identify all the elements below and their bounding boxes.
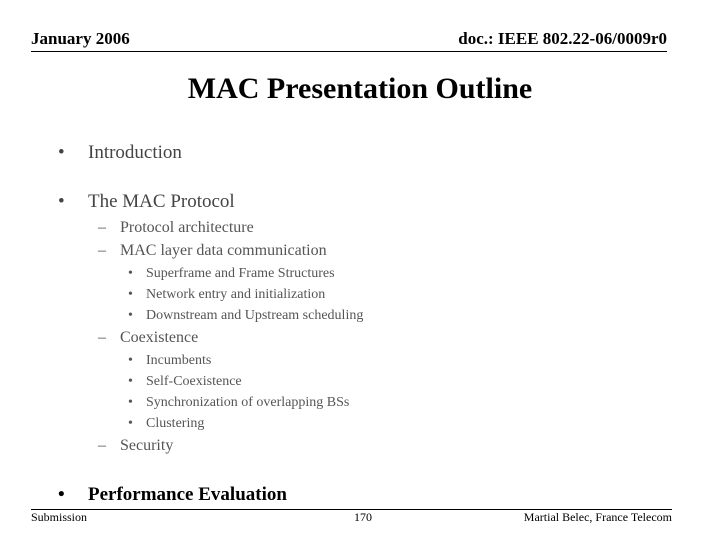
header-date: January 2006: [31, 29, 130, 48]
bullet-marker: •: [128, 266, 133, 281]
outline-subsubitem-label: Incumbents: [146, 353, 212, 368]
outline-item-label: Introduction: [88, 142, 182, 163]
bullet-marker: •: [58, 191, 65, 212]
outline-item-introduction: [58, 141, 182, 165]
outline-subsubitem-network-entry: [128, 286, 325, 304]
dash-marker: –: [98, 242, 106, 259]
outline-subitem-label: Protocol architecture: [120, 219, 254, 236]
outline-subsubitem-label: Self-Coexistence: [146, 374, 242, 389]
outline-subsubitem-label: Network entry and initialization: [146, 287, 326, 302]
bullet-marker: •: [128, 416, 133, 431]
bullet-marker: •: [128, 395, 133, 410]
bullet-marker: •: [128, 287, 133, 302]
outline-subitem-coexistence: [98, 328, 198, 348]
outline-item-performance: [58, 483, 287, 507]
outline-subsubitem-label: Clustering: [146, 416, 205, 431]
slide-title: MAC Presentation Outline: [187, 72, 533, 105]
outline-subsubitem-label: Superframe and Frame Structures: [146, 266, 335, 281]
footer-submission: Submission: [31, 510, 88, 524]
outline-subitem-label: Coexistence: [120, 329, 199, 346]
outline-subsubitem-label: Downstream and Upstream scheduling: [146, 308, 364, 323]
outline-subsubitem-self-coexistence: [128, 373, 242, 391]
outline-subitem-mac-layer-data: [98, 241, 327, 261]
bullet-marker: •: [58, 484, 65, 505]
outline-item-label: The MAC Protocol: [88, 191, 235, 212]
outline-subsubitem-label: Synchronization of overlapping BSs: [146, 395, 350, 410]
outline-subsubitem-incumbents: [128, 352, 211, 370]
header-divider: [31, 51, 667, 52]
outline-item-label: Performance Evaluation: [88, 484, 287, 505]
outline-item-mac-protocol: [58, 190, 235, 214]
bullet-marker: •: [128, 353, 133, 368]
outline-subsubitem-scheduling: [128, 307, 363, 325]
outline-subitem-security: [98, 436, 173, 456]
dash-marker: –: [98, 219, 106, 236]
outline-subitem-label: MAC layer data communication: [120, 242, 327, 259]
bullet-marker: •: [58, 142, 65, 163]
outline-subsubitem-clustering: [128, 415, 204, 433]
bullet-marker: •: [128, 308, 133, 323]
dash-marker: –: [98, 437, 106, 454]
outline-subitem-label: Security: [120, 437, 174, 454]
outline-subsubitem-synchronization: [128, 394, 349, 412]
outline-subsubitem-superframe: [128, 265, 335, 283]
footer-page-number: 170: [354, 510, 372, 524]
outline-subitem-protocol-architecture: [98, 218, 254, 238]
footer-author: Martial Belec, France Telecom: [523, 510, 672, 524]
bullet-marker: •: [128, 374, 133, 389]
header-doc-id: doc.: IEEE 802.22-06/0009r0: [458, 29, 667, 48]
dash-marker: –: [98, 329, 106, 346]
